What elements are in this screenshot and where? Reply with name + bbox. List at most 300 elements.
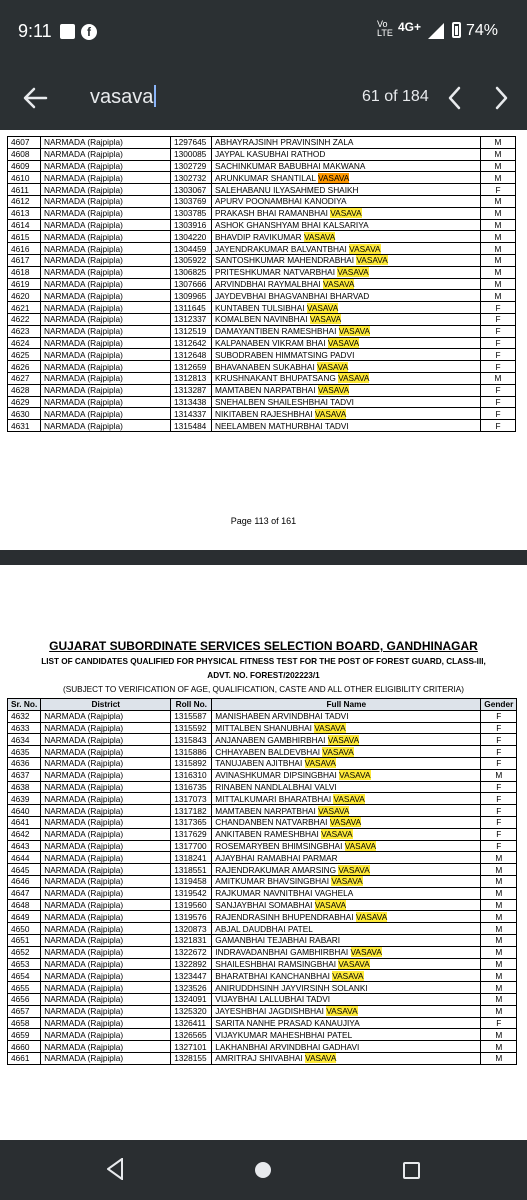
full-name-cell <box>212 384 481 396</box>
table-row <box>8 396 516 408</box>
sr-no-cell: 4647 <box>8 887 41 899</box>
sr-no-cell: 4660 <box>8 1041 41 1053</box>
sr-no-cell: 4624 <box>8 337 41 349</box>
col-sr-no: Sr. No. <box>8 699 41 711</box>
district-cell: NARMADA (Rajpipla) <box>41 746 171 758</box>
name-text: ANJANABEN GAMBHIRBHAI VASAVA <box>215 734 360 745</box>
table-row <box>8 982 517 994</box>
roll-no-cell: 1322892 <box>171 958 212 970</box>
roll-no-cell: 1313438 <box>171 396 212 408</box>
name-text: CHANDANBEN NATVARBHAI VASAVA <box>215 817 362 828</box>
gender-cell: M <box>481 769 517 781</box>
search-match-highlight: VASAVA <box>306 302 339 313</box>
search-match-highlight: VASAVA <box>323 278 355 289</box>
full-name-cell: ABJAL DAUDBHAI PATEL <box>212 923 481 935</box>
sr-no-cell: 4617 <box>8 254 41 266</box>
roll-no-cell: 1312337 <box>171 313 212 325</box>
search-match-highlight: VASAVA <box>338 958 370 969</box>
table-row <box>8 337 516 349</box>
gender-cell: M <box>481 1005 517 1017</box>
sr-no-cell: 4612 <box>8 195 41 207</box>
table-row <box>8 934 517 946</box>
full-name-cell <box>212 1052 481 1064</box>
full-name-cell <box>212 1005 481 1017</box>
roll-no-cell: 1318551 <box>171 864 212 876</box>
gender-cell: F <box>481 816 517 828</box>
gender-cell: M <box>481 148 516 160</box>
col-district: District <box>41 699 171 711</box>
full-name-cell <box>212 325 481 337</box>
full-name-cell <box>212 243 481 255</box>
table-row <box>8 769 517 781</box>
district-cell: NARMADA (Rajpipla) <box>41 313 171 325</box>
gender-cell: M <box>481 958 517 970</box>
next-match-icon[interactable] <box>490 85 512 111</box>
name-text: NIKITABEN RAJESHBHAI VASAVA <box>215 408 347 419</box>
sr-no-cell: 4626 <box>8 361 41 373</box>
gender-cell: F <box>481 408 516 420</box>
system-nav-bar <box>0 1140 527 1200</box>
search-match-highlight: VASAVA <box>338 373 370 384</box>
battery-percent: 74% <box>466 22 499 39</box>
name-text: SHAILESHBHAI RAMSINGBHAI VASAVA <box>215 958 370 969</box>
search-match-highlight: VASAVA <box>356 255 388 266</box>
district-cell: NARMADA (Rajpipla) <box>41 184 171 196</box>
full-name-cell <box>212 946 481 958</box>
table-row <box>8 172 516 184</box>
district-cell: NARMADA (Rajpipla) <box>41 875 171 887</box>
name-text: MAMTABEN NARPATBHAI VASAVA <box>215 805 350 816</box>
district-cell: NARMADA (Rajpipla) <box>41 946 171 958</box>
gender-cell: F <box>481 746 517 758</box>
sr-no-cell: 4614 <box>8 219 41 231</box>
gender-cell: F <box>481 325 516 337</box>
district-cell: NARMADA (Rajpipla) <box>41 911 171 923</box>
district-cell: NARMADA (Rajpipla) <box>41 1041 171 1053</box>
roll-no-cell: 1326565 <box>171 1029 212 1041</box>
status-time: 9:11 <box>18 21 52 41</box>
table-row <box>8 734 517 746</box>
search-match-highlight: VASAVA <box>314 408 347 419</box>
full-name-cell: APURV POONAMBHAI KANODIYA <box>212 195 481 207</box>
gender-cell: M <box>481 982 517 994</box>
roll-no-cell: 1300085 <box>171 148 212 160</box>
full-name-cell <box>212 816 481 828</box>
table-row <box>8 993 517 1005</box>
district-cell: NARMADA (Rajpipla) <box>41 887 171 899</box>
district-cell: NARMADA (Rajpipla) <box>41 384 171 396</box>
search-match-highlight: VASAVA <box>303 231 336 242</box>
full-name-cell: VIJAYBHAI LALLUBHAI TADVI <box>212 993 481 1005</box>
roll-no-cell: 1316310 <box>171 769 212 781</box>
district-cell: NARMADA (Rajpipla) <box>41 243 171 255</box>
table-row <box>8 1017 517 1029</box>
search-match-highlight: VASAVA <box>332 970 364 981</box>
roll-no-cell: 1304220 <box>171 231 212 243</box>
full-name-cell <box>212 372 481 384</box>
roll-no-cell: 1316735 <box>171 781 212 793</box>
full-name-cell <box>212 805 481 817</box>
table-row <box>8 195 516 207</box>
table-row <box>8 1005 517 1017</box>
search-match-highlight: VASAVA <box>327 734 360 745</box>
gender-cell: F <box>481 337 516 349</box>
roll-no-cell: 1328155 <box>171 1052 212 1064</box>
roll-no-cell: 1311645 <box>171 302 212 314</box>
roll-no-cell: 1325320 <box>171 1005 212 1017</box>
full-name-cell: ASHOK GHANSHYAM BHAI KALSARIYA <box>212 219 481 231</box>
sr-no-cell: 4652 <box>8 946 41 958</box>
sr-no-cell: 4640 <box>8 805 41 817</box>
col-full-name: Full Name <box>212 699 481 711</box>
table-row <box>8 887 517 899</box>
search-match-highlight: VASAVA <box>331 876 363 887</box>
table-row <box>8 1029 517 1041</box>
table-row <box>8 911 517 923</box>
gender-cell: F <box>481 710 517 722</box>
sr-no-cell: 4638 <box>8 781 41 793</box>
notification-square-icon <box>60 24 75 39</box>
sr-no-cell: 4618 <box>8 266 41 278</box>
sr-no-cell: 4657 <box>8 1005 41 1017</box>
roll-no-cell: 1315592 <box>171 722 212 734</box>
nav-home-icon[interactable] <box>255 1162 271 1178</box>
table-row <box>8 361 516 373</box>
sr-no-cell: 4651 <box>8 934 41 946</box>
previous-match-icon[interactable] <box>444 85 466 111</box>
district-cell: NARMADA (Rajpipla) <box>41 864 171 876</box>
full-name-cell <box>212 207 481 219</box>
full-name-cell <box>212 337 481 349</box>
name-text: ROSEMARYBEN BHIMSINGBHAI VASAVA <box>215 840 377 851</box>
full-name-cell <box>212 734 481 746</box>
gender-cell: F <box>481 361 516 373</box>
sr-no-cell: 4622 <box>8 313 41 325</box>
verification-note: (SUBJECT TO VERIFICATION OF AGE, QUALIFICATION, CASTE AND ALL OTHER ELIGIBILITY CRITERIA) <box>63 685 464 694</box>
name-text: AMITKUMAR BHAVSINGBHAI VASAVA <box>215 876 363 887</box>
table-row <box>8 958 517 970</box>
gender-cell: M <box>481 137 516 149</box>
district-cell: NARMADA (Rajpipla) <box>41 993 171 1005</box>
table-row <box>8 349 516 361</box>
table-row <box>8 816 517 828</box>
full-name-cell: RINABEN NANDLALBHAI VALVI <box>212 781 481 793</box>
advt-number: ADVT. NO. FOREST/202223/1 <box>207 671 320 680</box>
sr-no-cell: 4629 <box>8 396 41 408</box>
full-name-cell <box>212 970 481 982</box>
roll-no-cell: 1303769 <box>171 195 212 207</box>
gender-cell: F <box>481 1017 517 1029</box>
district-cell: NARMADA (Rajpipla) <box>41 420 171 432</box>
district-cell: NARMADA (Rajpipla) <box>41 934 171 946</box>
table-row <box>8 793 517 805</box>
roll-no-cell: 1312659 <box>171 361 212 373</box>
district-cell: NARMADA (Rajpipla) <box>41 757 171 769</box>
district-cell: NARMADA (Rajpipla) <box>41 828 171 840</box>
district-cell: NARMADA (Rajpipla) <box>41 734 171 746</box>
search-match-highlight: VASAVA <box>338 864 370 875</box>
name-text: BHAVANABEN SUKABHAI VASAVA <box>215 361 349 372</box>
sr-no-cell: 4621 <box>8 302 41 314</box>
district-cell: NARMADA (Rajpipla) <box>41 266 171 278</box>
roll-no-cell: 1327101 <box>171 1041 212 1053</box>
nav-back-icon[interactable] <box>107 1158 123 1180</box>
sr-no-cell: 4630 <box>8 408 41 420</box>
gender-cell: F <box>481 313 516 325</box>
gender-cell: M <box>481 1029 517 1041</box>
sr-no-cell: 4611 <box>8 184 41 196</box>
sr-no-cell: 4620 <box>8 290 41 302</box>
name-text: RAJENDRASINH BHUPENDRABHAI VASAVA <box>215 911 388 922</box>
district-cell: NARMADA (Rajpipla) <box>41 290 171 302</box>
full-name-cell: SNEHALBEN SHAILESHBHAI TADVI <box>212 396 481 408</box>
district-cell: NARMADA (Rajpipla) <box>41 793 171 805</box>
district-cell: NARMADA (Rajpipla) <box>41 970 171 982</box>
name-text: KRUSHNAKANT BHUPATSANG VASAVA <box>215 373 370 384</box>
search-match-highlight: VASAVA <box>327 337 360 348</box>
district-cell: NARMADA (Rajpipla) <box>41 1052 171 1064</box>
gender-cell: M <box>481 243 516 255</box>
table-row <box>8 302 516 314</box>
roll-no-cell: 1312813 <box>171 372 212 384</box>
full-name-cell <box>212 828 481 840</box>
table-row <box>8 184 516 196</box>
table-row <box>8 852 517 864</box>
col-gender: Gender <box>481 699 517 711</box>
table-row <box>8 313 516 325</box>
sr-no-cell: 4646 <box>8 875 41 887</box>
district-cell: NARMADA (Rajpipla) <box>41 408 171 420</box>
sr-no-cell: 4642 <box>8 828 41 840</box>
find-input[interactable] <box>90 85 156 109</box>
table-row <box>8 420 516 432</box>
roll-no-cell: 1317073 <box>171 793 212 805</box>
table-row <box>8 207 516 219</box>
table-row <box>8 1052 517 1064</box>
text-caret <box>154 85 156 107</box>
district-cell: NARMADA (Rajpipla) <box>41 337 171 349</box>
signal-icon <box>428 23 444 39</box>
name-text: AMRITRAJ SHIVABHAI VASAVA <box>215 1053 337 1064</box>
sr-no-cell: 4653 <box>8 958 41 970</box>
gender-cell: M <box>481 160 516 172</box>
facebook-icon: f <box>81 24 97 40</box>
sr-no-cell: 4613 <box>8 207 41 219</box>
table-row <box>8 219 516 231</box>
district-cell: NARMADA (Rajpipla) <box>41 325 171 337</box>
district-cell: NARMADA (Rajpipla) <box>41 1005 171 1017</box>
district-cell: NARMADA (Rajpipla) <box>41 899 171 911</box>
district-cell: NARMADA (Rajpipla) <box>41 148 171 160</box>
district-cell: NARMADA (Rajpipla) <box>41 372 171 384</box>
name-text: DAMAYANTIBEN RAMESHBHAI VASAVA <box>215 326 371 337</box>
full-name-cell: SUBODRABEN HIMMATSING PADVI <box>212 349 481 361</box>
district-cell: NARMADA (Rajpipla) <box>41 219 171 231</box>
sr-no-cell: 4644 <box>8 852 41 864</box>
sr-no-cell: 4623 <box>8 325 41 337</box>
search-match-highlight: VASAVA <box>314 722 346 733</box>
full-name-cell <box>212 172 481 184</box>
table-row <box>8 828 517 840</box>
name-text: ARUNKUMAR SHANTILAL VASAVA <box>215 172 350 183</box>
district-cell: NARMADA (Rajpipla) <box>41 349 171 361</box>
gender-cell: F <box>481 757 517 769</box>
roll-no-cell: 1312648 <box>171 349 212 361</box>
district-cell: NARMADA (Rajpipla) <box>41 361 171 373</box>
search-match-highlight: VASAVA <box>339 770 371 781</box>
table-row <box>8 1041 517 1053</box>
gender-cell: M <box>481 946 517 958</box>
search-match-highlight: VASAVA <box>321 829 353 840</box>
full-name-cell <box>212 313 481 325</box>
battery-icon <box>452 22 461 38</box>
roll-no-cell: 1321831 <box>171 934 212 946</box>
table-row <box>8 746 517 758</box>
gender-cell: M <box>481 864 517 876</box>
name-text: BHARATBHAI KANCHANBHAI VASAVA <box>215 970 364 981</box>
name-text: PRAKASH BHAI RAMANBHAI VASAVA <box>215 208 362 219</box>
back-arrow-icon[interactable] <box>20 83 50 113</box>
gender-cell: F <box>481 349 516 361</box>
search-match-highlight: VASAVA <box>309 314 342 325</box>
gender-cell: M <box>481 923 517 935</box>
roll-no-cell: 1305922 <box>171 254 212 266</box>
sr-no-cell: 4628 <box>8 384 41 396</box>
table-row <box>8 278 516 290</box>
sr-no-cell: 4659 <box>8 1029 41 1041</box>
name-text: JAYESHBHAI JAGDISHBHAI VASAVA <box>215 1006 358 1017</box>
gender-cell: M <box>481 254 516 266</box>
name-text: INDRAVADANBHAI GAMBHIRBHAI VASAVA <box>215 947 382 958</box>
table-row <box>8 757 517 769</box>
district-cell: NARMADA (Rajpipla) <box>41 816 171 828</box>
search-match-highlight: VASAVA <box>304 758 336 769</box>
search-match-highlight: VASAVA <box>329 817 362 828</box>
sr-no-cell: 4616 <box>8 243 41 255</box>
roll-no-cell: 1323447 <box>171 970 212 982</box>
sr-no-cell: 4645 <box>8 864 41 876</box>
sr-no-cell: 4631 <box>8 420 41 432</box>
full-name-cell: ANIRUDDHSINH JAYVIRSINH SOLANKI <box>212 982 481 994</box>
table-row <box>8 722 517 734</box>
full-name-cell <box>212 254 481 266</box>
table-row <box>8 805 517 817</box>
roll-no-cell: 1323526 <box>171 982 212 994</box>
search-match-highlight: VASAVA <box>318 805 350 816</box>
full-name-cell: LAKHANBHAI ARVINDBHAI GADHAVI <box>212 1041 481 1053</box>
roll-no-cell: 1319560 <box>171 899 212 911</box>
full-name-cell <box>212 302 481 314</box>
roll-no-cell: 1315892 <box>171 757 212 769</box>
full-name-cell <box>212 231 481 243</box>
full-name-cell: SARITA NANHE PRASAD KANAUJIYA <box>212 1017 481 1029</box>
sr-no-cell: 4636 <box>8 757 41 769</box>
search-match-highlight: VASAVA <box>322 746 354 757</box>
table-row <box>8 408 516 420</box>
sr-no-cell: 4639 <box>8 793 41 805</box>
full-name-cell <box>212 757 481 769</box>
district-cell: NARMADA (Rajpipla) <box>41 207 171 219</box>
full-name-cell <box>212 361 481 373</box>
district-cell: NARMADA (Rajpipla) <box>41 302 171 314</box>
name-text: SANTOSHKUMAR MAHENDRABHAI VASAVA <box>215 255 388 266</box>
gender-cell: M <box>481 207 516 219</box>
search-match-highlight: VASAVA <box>337 267 369 278</box>
status-bar <box>0 0 527 65</box>
full-name-cell: JAYDEVBHAI BHAGVANBHAI BHARVAD <box>212 290 481 302</box>
table-row <box>8 970 517 982</box>
roll-no-cell: 1319542 <box>171 887 212 899</box>
district-cell: NARMADA (Rajpipla) <box>41 195 171 207</box>
sr-no-cell: 4608 <box>8 148 41 160</box>
name-text: TANUJABEN AJITBHAI VASAVA <box>215 758 336 769</box>
roll-no-cell: 1315843 <box>171 734 212 746</box>
roll-no-cell: 1322672 <box>171 946 212 958</box>
table-row <box>8 137 516 149</box>
sr-no-cell: 4635 <box>8 746 41 758</box>
board-title: GUJARAT SUBORDINATE SERVICES SELECTION BOARD, GANDHINAGAR <box>49 639 478 653</box>
roll-no-cell: 1303067 <box>171 184 212 196</box>
gender-cell: M <box>481 875 517 887</box>
full-name-cell: GAMANBHAI TEJABHAI RABARI <box>212 934 481 946</box>
name-text: KUNTABEN TULSIBHAI VASAVA <box>215 302 339 313</box>
roll-no-cell: 1302729 <box>171 160 212 172</box>
full-name-cell <box>212 911 481 923</box>
full-name-cell <box>212 875 481 887</box>
table-row <box>8 266 516 278</box>
table-row <box>8 243 516 255</box>
table-row <box>8 710 517 722</box>
full-name-cell: JAYPAL KASUBHAI RATHOD <box>212 148 481 160</box>
table-header-row <box>8 699 517 711</box>
district-cell: NARMADA (Rajpipla) <box>41 1029 171 1041</box>
sr-no-cell: 4632 <box>8 710 41 722</box>
district-cell: NARMADA (Rajpipla) <box>41 710 171 722</box>
district-cell: NARMADA (Rajpipla) <box>41 722 171 734</box>
pdf-page-114 <box>0 565 527 1140</box>
district-cell: NARMADA (Rajpipla) <box>41 160 171 172</box>
full-name-cell <box>212 899 481 911</box>
gender-cell: M <box>481 1041 517 1053</box>
sr-no-cell: 4615 <box>8 231 41 243</box>
district-cell: NARMADA (Rajpipla) <box>41 982 171 994</box>
name-text: ARVINDBHAI RAYMALBHAI VASAVA <box>215 278 355 289</box>
search-match-highlight: VASAVA <box>330 208 362 219</box>
sr-no-cell: 4641 <box>8 816 41 828</box>
full-name-cell: VIJAYKUMAR MAHESHBHAI PATEL <box>212 1029 481 1041</box>
sr-no-cell: 4619 <box>8 278 41 290</box>
table-row <box>8 875 517 887</box>
sr-no-cell: 4627 <box>8 372 41 384</box>
roll-no-cell: 1318241 <box>171 852 212 864</box>
sr-no-cell: 4656 <box>8 993 41 1005</box>
district-cell: NARMADA (Rajpipla) <box>41 781 171 793</box>
candidates-table-page2 <box>7 698 517 1065</box>
sr-no-cell: 4637 <box>8 769 41 781</box>
sr-no-cell: 4634 <box>8 734 41 746</box>
name-text: SANJAYBHAI SOMABHAI VASAVA <box>215 899 347 910</box>
roll-no-cell: 1317700 <box>171 840 212 852</box>
full-name-cell: MANISHABEN ARVINDBHAI TADVI <box>212 710 481 722</box>
roll-no-cell: 1303916 <box>171 219 212 231</box>
nav-recents-icon[interactable] <box>403 1162 420 1179</box>
gender-cell: F <box>481 828 517 840</box>
volte-indicator: Vo LTE <box>377 19 393 38</box>
search-match-highlight: VASAVA <box>333 793 365 804</box>
name-text: BHAVDIP RAVIKUMAR VASAVA <box>215 231 336 242</box>
roll-no-cell: 1306825 <box>171 266 212 278</box>
name-text: ANKITABEN RAMESHBHAI VASAVA <box>215 829 353 840</box>
